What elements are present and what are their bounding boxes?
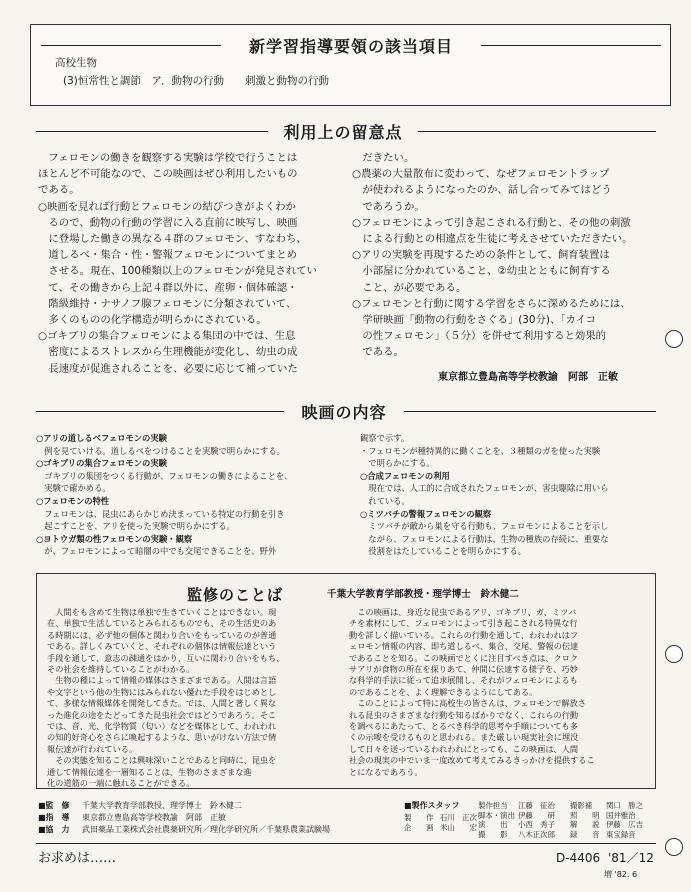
content-title: 映画の内容 bbox=[301, 403, 387, 422]
supervisor-line: 生物の種によって情報の媒体はさまざまである。人間は言語 bbox=[47, 675, 277, 686]
staff-name: 江藤 征治 bbox=[518, 801, 555, 810]
content-line: 観察で示す。 bbox=[360, 433, 410, 443]
curriculum-box bbox=[30, 24, 671, 106]
content-line: ○合成フェロモンの利用 bbox=[360, 470, 450, 481]
credit-role: ■指 導 bbox=[38, 813, 70, 822]
usage-rule-right bbox=[418, 131, 656, 132]
supervisor-line: では、音、光、化学物質（匂い）などを媒体として、われわれ bbox=[47, 721, 277, 731]
credit-value: 東京都立豊島高等学校教諭 阿部 正敏 bbox=[82, 813, 226, 822]
supervisor-line: 手段を通して、意志の疎通をはかり、互いに関わり合いをもち、 bbox=[47, 652, 285, 663]
supervisor-line: であることを知る。この映画でとくに注目すべき点は、クロク bbox=[349, 652, 579, 663]
content-line: フェロモンは、昆虫にあらかじめ決まっている特定の行動を引き bbox=[36, 508, 285, 519]
staff-role: 製 作 bbox=[404, 813, 434, 822]
content-line: ながら、フェロモンによる行動は、生物の種族の存続に、重要な bbox=[360, 533, 609, 544]
usage-line: させる。現在、100種類以上のフェロモンが発見されてい bbox=[38, 265, 318, 278]
usage-line: ○フェロモンと行動に関する学習をさらに深めるためには、 bbox=[352, 297, 631, 310]
staff-role: 脚本・演出 bbox=[478, 810, 515, 820]
curriculum-title: 新学習指導要領の該当項目 bbox=[248, 37, 453, 56]
supervisor-line: 社会の現実の中でいま一度改めて考えてみるきっかけを提供するこ bbox=[349, 755, 595, 766]
supervisor-title: 監修のことば bbox=[187, 586, 284, 604]
binder-hole-3 bbox=[665, 838, 683, 856]
staff-name: 東宝録音 bbox=[606, 829, 636, 839]
usage-line: 密度によるストレスから生理機能が変化し、幼虫の成 bbox=[38, 346, 298, 359]
staff-name: 八木正次郎 bbox=[518, 829, 555, 839]
usage-line: 小部屋に分かれていること、②幼虫とともに飼育する bbox=[352, 265, 611, 278]
content-line: で明らかにする。 bbox=[360, 458, 435, 469]
supervisor-line: った進化の途をたどってきた昆虫社会ではどうであろう。そこ bbox=[47, 709, 277, 720]
credit-value: 千葉大学教育学部教授、理学博士 鈴木健二 bbox=[82, 801, 242, 810]
usage-line: 道しるべ・集合・性・警報フェロモンについてまとめ bbox=[38, 249, 298, 262]
content-line: 実験で確かめる。 bbox=[36, 483, 111, 494]
content-line: ミツバチが敵から巣を守る行動も、フェロモンによることを示し bbox=[360, 521, 609, 532]
staff-name: 小西 秀子 bbox=[518, 820, 555, 829]
supervisor-line: 通して情報伝達を一層知ることは、生物のさまざまな進 bbox=[47, 766, 252, 777]
usage-signature: 東京都立豊島高等学校教諭 阿部 正敏 bbox=[438, 372, 618, 383]
curriculum-subject: 高校生物 bbox=[55, 57, 97, 69]
staff-name: 伊藤 広吉 bbox=[606, 820, 643, 829]
usage-line: だきたい。 bbox=[352, 152, 415, 164]
usage-title: 利用上の留意点 bbox=[283, 123, 403, 142]
supervisor-line: を調べるにあたって、とるべき科学的思考や手順についても多 bbox=[349, 721, 578, 731]
supervisor-line: である。詳しくみていくと、それぞれの個体は情報伝達という bbox=[47, 641, 277, 652]
staff-role: 撮 影 bbox=[478, 829, 508, 839]
content-line: ○フェロモンの特性 bbox=[36, 496, 110, 506]
usage-line: である。 bbox=[38, 184, 80, 197]
usage-line: ○農薬の大量散布に変わって、なぜフェロモントラップ bbox=[352, 168, 610, 181]
usage-line: こと、が必要である。 bbox=[352, 281, 467, 294]
binder-hole-2 bbox=[665, 645, 683, 663]
content-line: れている。 bbox=[360, 496, 410, 506]
footer-rule bbox=[36, 843, 656, 844]
usage-line: ○フェロモンによって引き起こされる行動と、その他の刺激 bbox=[352, 216, 631, 229]
usage-line: 学研映画「動物の行動をさぐる」(30分)、「カイコ bbox=[352, 314, 596, 326]
supervisor-line: 在、単独で生活しているとみられるものでも、その生活史のあ bbox=[47, 618, 277, 629]
staff-name: 石川 正次 bbox=[440, 813, 477, 822]
content-line: 役割をはたしていることを明らかにする。 bbox=[360, 546, 526, 557]
content-line: ゴキブリの集団をつくる行動が、フェロモンの働きによることを、 bbox=[36, 470, 293, 481]
staff-name: 米山 宏 bbox=[440, 822, 477, 832]
supervisor-line: な科学的手法に従って追求展開し、それがフェロモンによるも bbox=[349, 675, 578, 686]
credit-role: ■監 修 bbox=[38, 801, 70, 810]
supervisor-line: して日々を送っているわれわれにとっても、この映画は、人間 bbox=[349, 743, 579, 754]
staff-name: 伊藤 研 bbox=[518, 810, 555, 820]
issue-date: '81／12 bbox=[608, 851, 654, 865]
supervisor-box bbox=[36, 573, 656, 789]
supervisor-line: ェロモン情報の内容、即ち道しるべ、集合、交尾、警報の伝達 bbox=[349, 641, 579, 652]
staff-name: 関口 勝之 bbox=[606, 801, 643, 810]
staff-role: 企 画 bbox=[404, 822, 434, 832]
usage-line: による行動との相違点を生徒に考えさせていただきたい。 bbox=[352, 233, 633, 245]
usage-rule-left bbox=[36, 131, 268, 132]
supervisor-line: とになるであろう。 bbox=[349, 766, 423, 777]
staff-name: 国井雅治 bbox=[606, 810, 636, 820]
order-label: お求めは…… bbox=[38, 851, 117, 866]
credit-role: ■協 力 bbox=[38, 825, 70, 834]
content-line: 例を見ていける。道しるべをつけることを実験で明らかにする。 bbox=[36, 445, 285, 456]
supervisor-line: その実態を知ることは興味深いことであると同時に、昆虫を bbox=[47, 755, 277, 766]
content-rule-left bbox=[36, 411, 284, 412]
usage-line: である。 bbox=[352, 346, 404, 359]
staff-role: 照 明 bbox=[570, 810, 600, 820]
usage-line: て、その働きから上記４群以外に、産卵・個体確認・ bbox=[38, 281, 298, 294]
staff-role: 解 説 bbox=[570, 820, 600, 829]
catalog-code: D-4406 bbox=[556, 851, 601, 865]
usage-line: 階級維持・ナサノフ腺フェロモンに分類されていて、 bbox=[38, 297, 297, 310]
supervisor-author: 千葉大学教育学部教授・理学博士 鈴木健二 bbox=[327, 589, 519, 600]
supervisor-line: このことによって特に高校生の皆さんは、フェロモンで解放さ bbox=[349, 698, 587, 709]
usage-line: ○アリの実験を再現するための条件として、飼育装置は bbox=[352, 249, 610, 262]
usage-line: るので、動物の行動の学習に入る直前に映写し、映画 bbox=[38, 216, 298, 229]
content-line: ○ゴキブリの集合フェロモンの実験 bbox=[36, 458, 167, 469]
usage-line: 長速度が促進されることを、必要に応じて補っていた bbox=[38, 362, 298, 375]
supervisor-line: や文字という他の生物にはみられない優れた手段をはじめとし bbox=[47, 686, 277, 697]
staff-role: 撮影補 bbox=[570, 801, 593, 810]
usage-line: ○映画を見れば行動とフェロモンの結びつきがよくわか bbox=[38, 200, 296, 213]
staff-title: ■製作スタッフ bbox=[404, 801, 460, 810]
supervisor-line: のであることを、よく理解できるようにしてある。 bbox=[349, 686, 538, 697]
curriculum-item: (3)恒常性と調節 ア．動物の行動 刺激と動物の行動 bbox=[63, 75, 330, 87]
title-rule-left bbox=[41, 45, 221, 46]
supervisor-line: 人間をも含めて生物は単独で生きていくことはできない。現 bbox=[47, 607, 277, 617]
content-rule-right bbox=[404, 411, 656, 412]
binder-hole-1 bbox=[665, 330, 683, 348]
supervisor-line: 化の道筋の一端に触れることができる。 bbox=[47, 778, 195, 788]
supervisor-line: 報伝達が行われている。 bbox=[47, 743, 138, 754]
content-line: ○ミツバチの警報フェロモンの観察 bbox=[360, 508, 492, 519]
content-line: ○アリの道しるべフェロモンの実験 bbox=[36, 433, 167, 443]
usage-line: 多くのものの化学構造が明らかにされている。 bbox=[38, 314, 267, 326]
staff-role: 製作担当 bbox=[478, 801, 508, 810]
supervisor-line: る時期には、必ず他の個体と関わり合いをもっているのが普通 bbox=[47, 629, 277, 640]
content-line: ○ヨトウガ類の性フェロモンの実験・観察 bbox=[36, 533, 193, 544]
supervisor-line: サアリが食物の所在を探りあて、仲間に伝達する様子を、巧妙 bbox=[349, 664, 578, 674]
content-line: が、フェロモンによって暗闇の中でも交尾できることを、野外 bbox=[36, 546, 277, 557]
reprint-date: 増 '82. 6 bbox=[604, 870, 638, 879]
content-line: 起こすことを、アリを使った実験で明らかにする。 bbox=[36, 521, 235, 532]
supervisor-line: 動を詳しく描いている。これらの行動を通して、われわれはフ bbox=[349, 629, 579, 640]
supervisor-line: くの示唆を受けるものと思われる。また厳しい現実社会に埋没 bbox=[349, 732, 579, 743]
supervisor-line: その社会を維持していることがわかる。 bbox=[47, 664, 195, 674]
staff-role: 演 出 bbox=[478, 820, 508, 829]
usage-line: フェロモンの働きを観察する実験は学校で行うことは bbox=[38, 152, 298, 164]
credit-value: 武田薬品工業株式会社農薬研究所／理化学研究所／千葉県農業試験場 bbox=[82, 825, 330, 834]
usage-line: であろうか。 bbox=[352, 200, 425, 213]
usage-line: の性フェロモン」（５分）を併せて利用すると効果的 bbox=[352, 330, 607, 343]
title-rule-right bbox=[481, 45, 661, 46]
supervisor-line: この映画は、身近な昆虫であるアリ、ゴキブリ、ガ、ミツバ bbox=[349, 607, 577, 617]
usage-line: ほとんど不可能なので、この映画はぜひ利用したいもの bbox=[38, 168, 298, 181]
staff-role: 録 音 bbox=[570, 829, 600, 839]
usage-line: に登場した働きの異なる４群のフェロモン、すなわち、 bbox=[38, 233, 307, 245]
supervisor-line: て、多様な情報媒体を開発してきた。では、人間と著しく異な bbox=[47, 698, 277, 709]
supervisor-line: チを素材にして、フェロモンによって引き起こされる特異な行 bbox=[349, 618, 578, 629]
content-line: ・フェロモンが種特異的に働くことを、３種類のガを使った実験 bbox=[360, 445, 601, 456]
content-line: 現在では、人工的に合成されたフェロモンが、害虫駆除に用いら bbox=[360, 483, 609, 494]
usage-line: が使われるようになったのか、話し合ってみてはどう bbox=[352, 184, 612, 197]
usage-line: ○ゴキブリの集合フェロモンによる集団の中では、生息 bbox=[38, 330, 296, 343]
supervisor-line: れる昆虫のさまざまな行動を知るばかりでなく、これらの行動 bbox=[349, 709, 579, 720]
supervisor-line: の知的好奇心をさらに喚起するような、思いがけない方法で情 bbox=[47, 732, 277, 743]
